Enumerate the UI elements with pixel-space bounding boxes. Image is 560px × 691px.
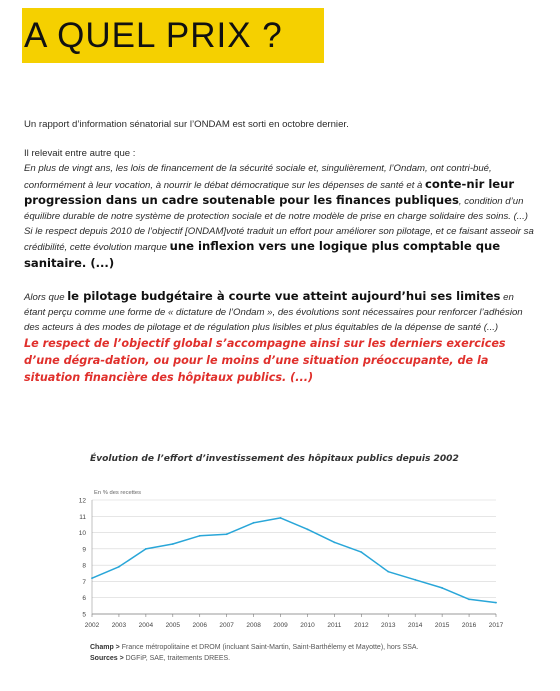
- data-point-2011: [334, 541, 336, 543]
- sources-text: DGFiP, SAE, traitements DREES.: [123, 655, 231, 662]
- quote-3-text-b: en étant perçu comme une forme de « dictature de l’Ondam », des évolutions sont nécessaires pour renforcer l’adhésion des acteurs à des modes de pilotage et de régulation plus lisibles et plus équitables de la dépense de santé (...): [24, 291, 523, 334]
- y-tick-label-6: 6: [82, 595, 86, 603]
- data-point-2013: [387, 571, 389, 573]
- y-tick-label-12: 12: [78, 497, 86, 505]
- data-point-2007: [226, 533, 228, 535]
- data-point-2006: [199, 535, 201, 537]
- sources-label: Sources >: [90, 655, 124, 662]
- x-tick-label-2016: 2016: [461, 622, 477, 629]
- x-tick-label-2007: 2007: [219, 622, 234, 629]
- x-tick-label-2004: 2004: [138, 622, 154, 629]
- quote-2-emphasis: une inflexion vers une logique plus comptable que sanitaire. (...): [24, 239, 501, 270]
- y-tick-label-11: 11: [79, 513, 86, 521]
- x-tick-label-2013: 2013: [381, 622, 396, 629]
- quote-paragraph-4-highlight: Le respect de l’objectif global s’accompagne ainsi sur les derniers exercices d’une dégra-dation, ou pour le moins d’une situation préoccupante, de la situation financière des hôpitaux publics. (...): [24, 337, 506, 385]
- series-line-0: [92, 518, 496, 603]
- chart-title: Évolution de l’effort d’investissement des hôpitaux publics depuis 2002: [90, 454, 459, 464]
- y-tick-label-10: 10: [78, 530, 86, 538]
- champ-text: France métropolitaine et DROM (incluant Saint-Martin, Saint-Barthélemy et Mayotte), hors SSA.: [119, 644, 419, 651]
- intro-paragraph: Un rapport d’information sénatorial sur l’ONDAM est sorti en octobre dernier.: [24, 119, 349, 130]
- quote-paragraph-1: [24, 161, 536, 224]
- x-tick-label-2017: 2017: [488, 622, 504, 629]
- data-point-2004: [145, 548, 147, 550]
- data-point-2009: [280, 517, 282, 519]
- data-point-2002: [91, 577, 93, 579]
- chart-svg: [64, 454, 514, 644]
- data-point-2016: [468, 598, 470, 600]
- quote-paragraph-3: [24, 289, 536, 336]
- investment-chart: [64, 454, 514, 684]
- x-tick-label-2002: 2002: [84, 622, 100, 629]
- article-body: [24, 117, 536, 386]
- x-tick-label-2005: 2005: [165, 622, 181, 629]
- title-banner: [22, 8, 324, 63]
- quote-1-text-a: En plus de vingt ans, les lois de financement de la sécurité sociale et, singulièrement, l’Ondam, ont contri-bué, conformément à leur vocation, à nourrir le débat démocratique sur les dépenses de santé et à: [24, 163, 492, 191]
- x-tick-label-2010: 2010: [300, 622, 315, 629]
- y-tick-label-7: 7: [82, 578, 86, 586]
- x-tick-label-2014: 2014: [407, 622, 423, 629]
- quote-paragraph-2: [24, 224, 536, 272]
- y-axis-label: En % des recettes: [94, 490, 142, 496]
- quote-1-emphasis: conte-nir leur progression dans un cadre soutenable pour les finances publiques: [24, 176, 515, 207]
- quote-3-text-a: Alors que: [24, 291, 68, 303]
- data-point-2008: [253, 522, 255, 524]
- x-tick-label-2012: 2012: [354, 622, 369, 629]
- champ-label: Champ >: [90, 644, 120, 651]
- x-tick-label-2006: 2006: [192, 622, 207, 629]
- data-point-2012: [360, 551, 362, 553]
- chart-sources-line: [90, 653, 510, 664]
- x-tick-label-2015: 2015: [434, 622, 450, 629]
- quote-2-text-a: Si le respect depuis 2010 de l’objectif [ONDAM]voté traduit un effort pour améliorer son pilotage, et ce faisant asseoir sa crédibilité, cette évolution marque: [24, 226, 534, 254]
- x-tick-label-2003: 2003: [111, 622, 127, 629]
- chart-source-note: [90, 642, 510, 664]
- data-point-2014: [414, 579, 416, 581]
- x-tick-label-2009: 2009: [273, 622, 288, 629]
- data-point-2003: [118, 566, 120, 568]
- data-point-2015: [441, 587, 443, 589]
- data-point-2005: [172, 543, 174, 545]
- data-point-2010: [307, 528, 309, 530]
- y-tick-label-8: 8: [82, 562, 86, 570]
- data-point-2017: [495, 602, 497, 604]
- quote-1-text-b: , condition d’un équilibre durable de notre système de protection sociale et de notre modèle de prise en charge solidaire des soins. (...): [24, 195, 528, 223]
- chart-champ-line: [90, 642, 510, 653]
- y-tick-label-9: 9: [82, 546, 86, 554]
- page-title: A QUEL PRIX ?: [24, 16, 283, 55]
- lead-paragraph: Il relevait entre autre que :: [24, 148, 136, 160]
- x-tick-label-2008: 2008: [246, 622, 261, 629]
- x-tick-label-2011: 2011: [327, 622, 342, 629]
- y-tick-label-5: 5: [82, 611, 86, 619]
- quote-3-emphasis: le pilotage budgétaire à courte vue atteint aujourd’hui ses limites: [67, 288, 501, 303]
